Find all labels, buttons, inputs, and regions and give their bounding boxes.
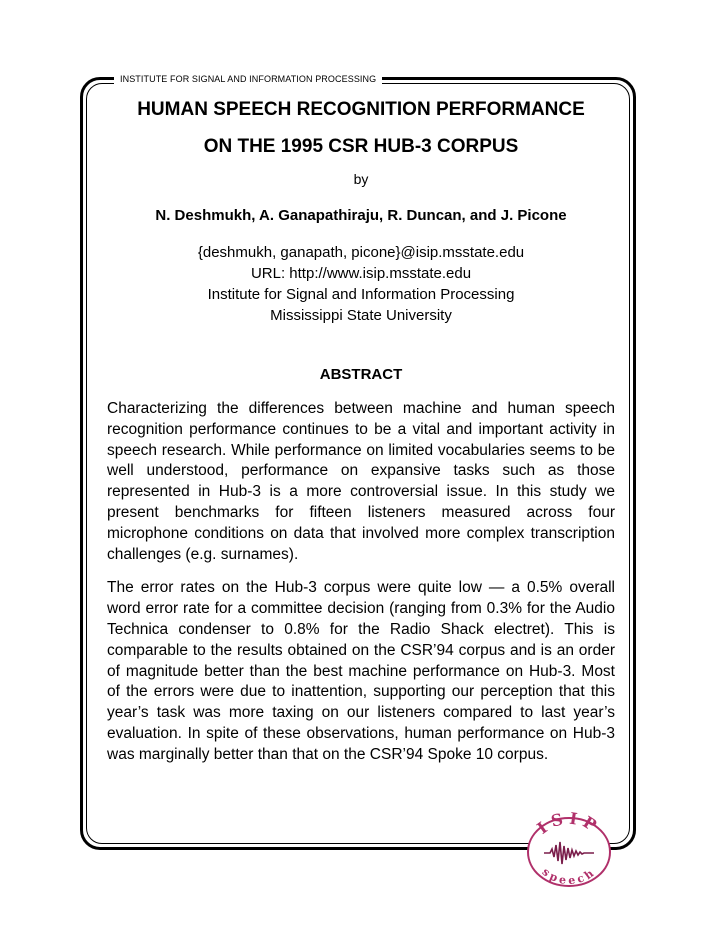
contact-university: Mississippi State University bbox=[270, 307, 452, 324]
contact-emails: {deshmukh, ganapath, picone}@isip.msstate.edu bbox=[197, 244, 525, 261]
abstract-paragraph-2: The error rates on the Hub-3 corpus were quite low — a 0.5% overall word error rate for a committee decision (ranging from 0.3% for the Audio Technica condenser to 0.8% for the Radio Shack electret). This is comparable to the results obtained on the CSR’94 corpus and is an order of magnitude better than the best machine performance on Hub-3. Most of the errors were due to inattention, supporting our perception that this year’s task was more taxing on our listeners compared to last year’s evaluation. In spite of these observations, human performance on Hub-3 was marginally better than that on the CSR’94 Spoke 10 corpus. bbox=[107, 579, 615, 763]
abstract-paragraph-1: Characterizing the differences between machine and human speech recognition performance continues to be a vital and important activity in speech research. While performance on limited vocabularies seems to be well understood, performance on expansive tasks such as those represented in Hub-3 is a more controversial issue. In this study we present benchmarks for fifteen listeners measured across four microphone conditions on data that involved more complex transcription challenges (e.g. surnames). bbox=[107, 400, 615, 563]
institute-header-label: INSTITUTE FOR SIGNAL AND INFORMATION PROCESSING bbox=[114, 73, 382, 85]
logo-bottom-text: speech bbox=[539, 865, 599, 888]
contact-institute: Institute for Signal and Information Processing bbox=[207, 286, 515, 303]
contact-url: URL: http://www.isip.msstate.edu bbox=[250, 265, 472, 282]
abstract-heading: ABSTRACT bbox=[319, 366, 403, 383]
authors: N. Deshmukh, A. Ganapathiraju, R. Duncan, and J. Picone bbox=[155, 207, 567, 224]
isip-logo-graphic bbox=[524, 812, 614, 888]
logo-top-text: ISIP bbox=[533, 812, 604, 838]
paper-content bbox=[107, 100, 615, 766]
contact-block bbox=[107, 242, 615, 326]
title-line-2: ON THE 1995 CSR HUB-3 CORPUS bbox=[203, 136, 519, 157]
title-line-1: HUMAN SPEECH RECOGNITION PERFORMANCE bbox=[137, 99, 585, 120]
by-label: by bbox=[353, 171, 369, 187]
isip-speech-logo bbox=[524, 812, 614, 888]
